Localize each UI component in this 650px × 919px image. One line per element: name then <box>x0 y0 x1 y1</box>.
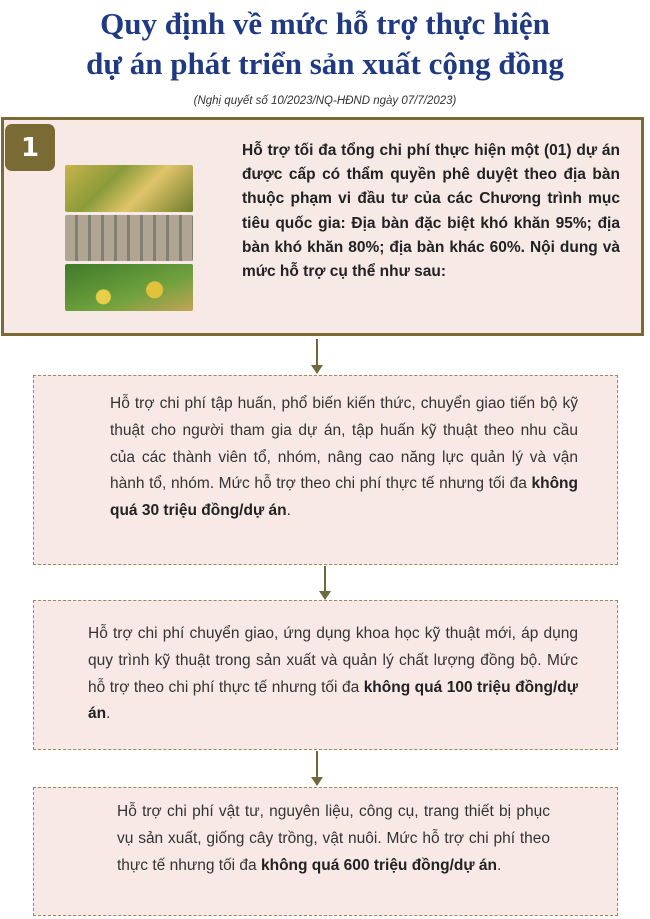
photo-collage <box>65 165 193 311</box>
support-item-2-limit: không quá 100 triệu đồng/dự án <box>88 678 578 723</box>
flow-arrow-2 <box>324 566 326 599</box>
title-line-2: dự án phát triển sản xuất cộng đồng <box>86 46 564 81</box>
flow-arrow-3 <box>316 751 318 785</box>
rice-harvest-photo <box>65 165 193 212</box>
livestock-farm-photo <box>65 215 193 262</box>
support-item-2-end: . <box>106 705 111 723</box>
support-item-2-body: Hỗ trợ chi phí chuyển giao, ứng dụng khoa học kỹ thuật mới, áp dụng quy trình kỹ thuật trong sản xuất và quản lý chất lượng đồng bộ. Mức hỗ trợ theo chi phí thực tế nhưng tối đa <box>88 625 578 696</box>
page-subtitle: (Nghị quyết số 10/2023/NQ-HĐND ngày 07/7/2023) <box>193 95 457 107</box>
support-item-3-end: . <box>496 856 502 874</box>
support-item-1-end: . <box>286 502 291 520</box>
title-line-1: Quy định về mức hỗ trợ thực hiện <box>100 6 550 41</box>
support-item-1-text <box>110 391 578 525</box>
support-item-1-limit: không quá 30 triệu đồng/dự án <box>110 475 578 520</box>
section-1-text: Hỗ trợ tối đa tổng chi phí thực hiện một (01) dự án được cấp có thẩm quyền phê duyệt theo địa bàn thuộc phạm vi đầu tư của các Chương trình mục tiêu quốc gia: Địa bàn đặc biệt khó khăn 95%; địa bàn khó khăn 80%; địa bàn khác 60%. Nội dung và mức hỗ trợ cụ thể như sau: <box>242 142 620 281</box>
support-item-2-text <box>88 621 578 728</box>
support-item-3-limit: không quá 600 triệu đồng/dự án <box>260 856 497 874</box>
section-number-badge: 1 <box>5 124 55 171</box>
melon-garden-photo <box>65 264 193 311</box>
flow-arrow-1 <box>316 339 318 373</box>
support-item-1-body: Hỗ trợ chi phí tập huấn, phổ biến kiến thức, chuyển giao tiến bộ kỹ thuật cho người tham gia dự án, tập huấn kỹ thuật theo nhu cầu của các thành viên tổ, nhóm, nâng cao năng lực quản lý và vận hành tổ, nhóm. Mức hỗ trợ theo chi phí thực tế nhưng tối đa <box>110 395 578 493</box>
support-item-3-text <box>117 799 550 879</box>
page-title <box>0 4 650 84</box>
support-item-3-body: Hỗ trợ chi phí vật tư, nguyên liệu, công cụ, trang thiết bị phục vụ sản xuất, giống cây trồng, vật nuôi. Mức hỗ trợ chi phí theo thực tế nhưng tối đa <box>117 803 550 874</box>
